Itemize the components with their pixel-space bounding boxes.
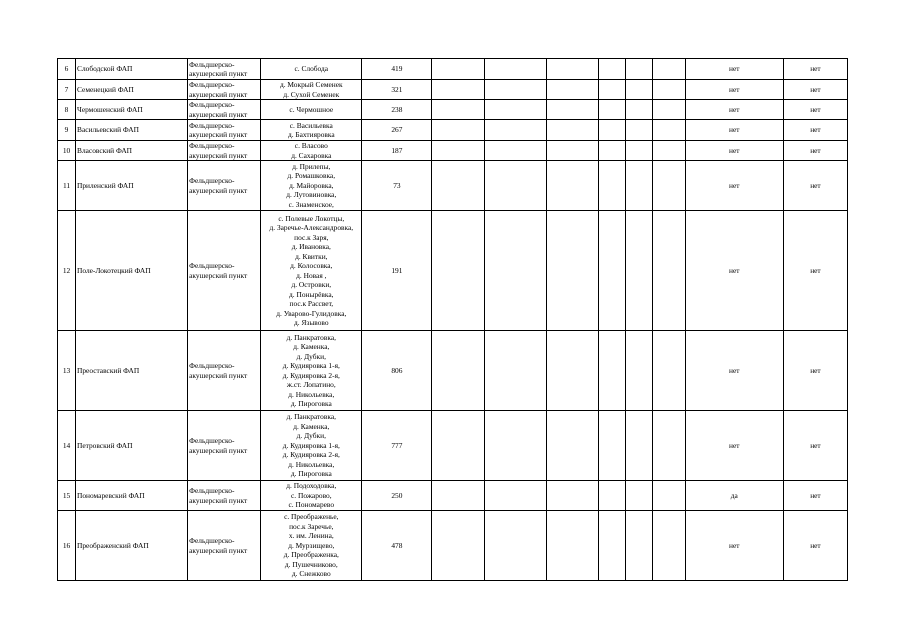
status-b: нет bbox=[783, 120, 847, 141]
facility-type: Фельдшерско-акушерский пункт bbox=[188, 100, 261, 120]
empty-cell bbox=[625, 141, 652, 161]
empty-cell bbox=[625, 331, 652, 411]
settlement-name: с. Власово bbox=[294, 141, 328, 150]
settlement-name: д. Язывово bbox=[294, 318, 329, 327]
settlements-cell bbox=[261, 80, 362, 100]
facility-type: Фельдшерско-акушерский пункт bbox=[188, 331, 261, 411]
row-number: 16 bbox=[58, 511, 76, 581]
settlement-name: д. Дубки, bbox=[296, 351, 326, 361]
empty-cell bbox=[484, 100, 546, 120]
fap-name: Приленский ФАП bbox=[76, 161, 188, 211]
fap-name: Петровский ФАП bbox=[76, 411, 188, 481]
empty-cell bbox=[484, 141, 546, 161]
settlement-name: д. Никольевка, bbox=[288, 459, 335, 469]
empty-cell bbox=[598, 120, 625, 141]
settlement-name: с. Слобода bbox=[294, 64, 329, 74]
settlements-cell bbox=[261, 331, 362, 411]
empty-cell bbox=[598, 80, 625, 100]
empty-cell bbox=[598, 161, 625, 211]
settlement-name: д. Понырёвка, bbox=[289, 289, 334, 299]
settlement-name: д. Мурзищево, bbox=[288, 540, 335, 550]
table-row bbox=[58, 120, 848, 141]
facility-type: Фельдшерско-акушерский пункт bbox=[188, 120, 261, 141]
table-row bbox=[58, 59, 848, 80]
status-a: нет bbox=[685, 141, 783, 161]
empty-cell bbox=[484, 211, 546, 331]
population-count: 191 bbox=[362, 211, 432, 331]
facility-type: Фельдшерско-акушерский пункт bbox=[188, 161, 261, 211]
population-count: 73 bbox=[362, 161, 432, 211]
empty-cell bbox=[598, 100, 625, 120]
row-number: 7 bbox=[58, 80, 76, 100]
table-row bbox=[58, 411, 848, 481]
empty-cell bbox=[546, 80, 598, 100]
empty-cell bbox=[625, 481, 652, 511]
empty-cell bbox=[546, 411, 598, 481]
empty-cell bbox=[652, 59, 685, 80]
row-number: 11 bbox=[58, 161, 76, 211]
settlement-name: д. Заречье-Александровка, bbox=[269, 223, 354, 232]
empty-cell bbox=[484, 481, 546, 511]
settlement-name: д. Кудияровка 2-я, bbox=[282, 370, 340, 380]
settlement-name: с. Васильевка bbox=[289, 120, 333, 130]
table-row bbox=[58, 481, 848, 511]
empty-cell bbox=[546, 141, 598, 161]
settlement-name: д. Никольевка, bbox=[288, 389, 335, 399]
empty-cell bbox=[484, 59, 546, 80]
table-row bbox=[58, 211, 848, 331]
empty-cell bbox=[652, 331, 685, 411]
table-row bbox=[58, 161, 848, 211]
settlement-name: д. Майоровка, bbox=[289, 180, 334, 190]
settlement-name: д. Прилепы, bbox=[292, 161, 331, 171]
status-a: нет bbox=[685, 511, 783, 581]
status-a: нет bbox=[685, 100, 783, 120]
row-number: 6 bbox=[58, 59, 76, 80]
status-b: нет bbox=[783, 481, 847, 511]
empty-cell bbox=[484, 80, 546, 100]
status-a: нет bbox=[685, 161, 783, 211]
status-b: нет bbox=[783, 511, 847, 581]
row-number: 15 bbox=[58, 481, 76, 511]
settlement-name: д. Островки, bbox=[291, 280, 332, 289]
facility-type: Фельдшерско-акушерский пункт bbox=[188, 211, 261, 331]
empty-cell bbox=[652, 411, 685, 481]
settlement-name: д. Пироговка bbox=[290, 469, 332, 479]
empty-cell bbox=[432, 331, 484, 411]
empty-cell bbox=[598, 141, 625, 161]
empty-cell bbox=[546, 100, 598, 120]
settlements-cell bbox=[261, 511, 362, 581]
empty-cell bbox=[598, 331, 625, 411]
empty-cell bbox=[598, 59, 625, 80]
settlement-name: д. Ромашковка, bbox=[287, 171, 336, 181]
empty-cell bbox=[652, 80, 685, 100]
facility-type: Фельдшерско-акушерский пункт bbox=[188, 59, 261, 80]
empty-cell bbox=[625, 80, 652, 100]
facility-type: Фельдшерско-акушерский пункт bbox=[188, 481, 261, 511]
empty-cell bbox=[625, 120, 652, 141]
settlement-name: д. Квитки, bbox=[295, 251, 328, 261]
settlements-cell bbox=[261, 161, 362, 211]
table-row bbox=[58, 80, 848, 100]
population-count: 419 bbox=[362, 59, 432, 80]
fap-name: Семенецкий ФАП bbox=[76, 80, 188, 100]
table-row bbox=[58, 511, 848, 581]
settlement-name: с. Знаменское, bbox=[288, 199, 334, 209]
empty-cell bbox=[484, 331, 546, 411]
facility-type: Фельдшерско-акушерский пункт bbox=[188, 411, 261, 481]
empty-cell bbox=[625, 211, 652, 331]
population-count: 321 bbox=[362, 80, 432, 100]
empty-cell bbox=[598, 481, 625, 511]
status-b: нет bbox=[783, 411, 847, 481]
empty-cell bbox=[652, 211, 685, 331]
empty-cell bbox=[484, 511, 546, 581]
empty-cell bbox=[652, 120, 685, 141]
fap-name: Васильевский ФАП bbox=[76, 120, 188, 141]
settlement-name: д. Кудияровка 1-я, bbox=[282, 440, 340, 450]
empty-cell bbox=[546, 511, 598, 581]
population-count: 806 bbox=[362, 331, 432, 411]
settlement-name: х. им. Ленина, bbox=[288, 531, 334, 541]
settlement-name: д. Кудияровка 1-я, bbox=[282, 361, 340, 370]
empty-cell bbox=[432, 141, 484, 161]
empty-cell bbox=[598, 211, 625, 331]
population-count: 478 bbox=[362, 511, 432, 581]
row-number: 9 bbox=[58, 120, 76, 141]
settlement-name: д. Новая , bbox=[296, 270, 327, 280]
fap-name: Слободской ФАП bbox=[76, 59, 188, 80]
settlement-name: д. Преображенка, bbox=[283, 550, 339, 560]
population-count: 777 bbox=[362, 411, 432, 481]
empty-cell bbox=[546, 481, 598, 511]
settlement-name: с. Чермошное bbox=[289, 104, 334, 114]
empty-cell bbox=[484, 161, 546, 211]
empty-cell bbox=[652, 511, 685, 581]
fap-name: Поле-Локотецкий ФАП bbox=[76, 211, 188, 331]
empty-cell bbox=[625, 411, 652, 481]
status-b: нет bbox=[783, 59, 847, 80]
empty-cell bbox=[432, 59, 484, 80]
status-b: нет bbox=[783, 141, 847, 161]
empty-cell bbox=[598, 511, 625, 581]
table-row bbox=[58, 331, 848, 411]
empty-cell bbox=[546, 120, 598, 141]
empty-cell bbox=[625, 59, 652, 80]
fap-name: Чермошенский ФАП bbox=[76, 100, 188, 120]
settlements-cell bbox=[261, 100, 362, 120]
row-number: 13 bbox=[58, 331, 76, 411]
settlements-cell bbox=[261, 411, 362, 481]
status-a: нет bbox=[685, 59, 783, 80]
settlement-name: с. Полевые Локотцы, bbox=[278, 213, 345, 223]
empty-cell bbox=[432, 120, 484, 141]
empty-cell bbox=[546, 59, 598, 80]
settlement-name: д. Дубки, bbox=[296, 431, 326, 441]
facility-type: Фельдшерско-акушерский пункт bbox=[188, 141, 261, 161]
fap-name: Власовский ФАП bbox=[76, 141, 188, 161]
status-b: нет bbox=[783, 211, 847, 331]
facility-type: Фельдшерско-акушерский пункт bbox=[188, 80, 261, 100]
settlements-cell bbox=[261, 120, 362, 141]
settlement-name: д. Кудияровка 2-я, bbox=[282, 450, 340, 460]
empty-cell bbox=[652, 141, 685, 161]
fap-name: Преоставский ФАП bbox=[76, 331, 188, 411]
empty-cell bbox=[432, 80, 484, 100]
empty-cell bbox=[652, 161, 685, 211]
settlements-cell bbox=[261, 211, 362, 331]
settlement-name: с. Преображенье, bbox=[284, 512, 339, 522]
status-a: нет bbox=[685, 411, 783, 481]
empty-cell bbox=[546, 211, 598, 331]
population-count: 267 bbox=[362, 120, 432, 141]
settlement-name: д. Пироговка bbox=[290, 399, 332, 408]
settlement-name: д. Лутовиновка, bbox=[286, 190, 337, 200]
population-count: 238 bbox=[362, 100, 432, 120]
empty-cell bbox=[484, 120, 546, 141]
empty-cell bbox=[432, 481, 484, 511]
settlement-name: с. Пономарево bbox=[288, 500, 335, 510]
facility-type: Фельдшерско-акушерский пункт bbox=[188, 511, 261, 581]
settlement-name: д. Каменка, bbox=[293, 421, 330, 431]
settlement-name: ж.ст. Лопатино, bbox=[286, 380, 336, 389]
settlement-name: д. Ивановка, bbox=[291, 242, 331, 251]
settlement-name: пос.к Заречье, bbox=[289, 521, 334, 531]
empty-cell bbox=[432, 161, 484, 211]
row-number: 14 bbox=[58, 411, 76, 481]
settlement-name: д. Панкратовка, bbox=[286, 412, 336, 422]
settlement-name: д. Снежково bbox=[291, 569, 331, 579]
empty-cell bbox=[432, 211, 484, 331]
settlement-name: с. Пожарово, bbox=[291, 490, 332, 500]
status-a: нет bbox=[685, 80, 783, 100]
settlement-name: д. Пушечниково, bbox=[284, 559, 338, 569]
settlements-cell bbox=[261, 141, 362, 161]
row-number: 10 bbox=[58, 141, 76, 161]
empty-cell bbox=[432, 100, 484, 120]
settlement-name: д. Каменка, bbox=[293, 342, 330, 351]
status-a: да bbox=[685, 481, 783, 511]
population-count: 187 bbox=[362, 141, 432, 161]
settlement-name: д. Подоходовка, bbox=[286, 481, 337, 491]
fap-table bbox=[57, 58, 848, 581]
row-number: 8 bbox=[58, 100, 76, 120]
settlements-cell bbox=[261, 59, 362, 80]
empty-cell bbox=[484, 411, 546, 481]
fap-name: Пономаревский ФАП bbox=[76, 481, 188, 511]
empty-cell bbox=[625, 511, 652, 581]
settlement-name: д. Уварово-Гулидовка, bbox=[276, 308, 347, 318]
empty-cell bbox=[625, 100, 652, 120]
status-a: нет bbox=[685, 120, 783, 141]
table-row bbox=[58, 100, 848, 120]
empty-cell bbox=[546, 331, 598, 411]
status-b: нет bbox=[783, 80, 847, 100]
status-b: нет bbox=[783, 100, 847, 120]
status-a: нет bbox=[685, 211, 783, 331]
settlement-name: д. Сахаровка bbox=[291, 150, 332, 160]
settlements-cell bbox=[261, 481, 362, 511]
empty-cell bbox=[598, 411, 625, 481]
settlement-name: д. Колосовка, bbox=[290, 261, 333, 270]
fap-name: Преображенский ФАП bbox=[76, 511, 188, 581]
status-b: нет bbox=[783, 161, 847, 211]
population-count: 250 bbox=[362, 481, 432, 511]
settlement-name: д. Сухой Семенек bbox=[283, 89, 340, 99]
empty-cell bbox=[432, 411, 484, 481]
settlement-name: пос.к Рассвет, bbox=[289, 299, 334, 308]
settlement-name: пос.к Заря, bbox=[294, 232, 329, 242]
settlement-name: д. Мокрый Семенек bbox=[279, 80, 343, 89]
status-a: нет bbox=[685, 331, 783, 411]
empty-cell bbox=[432, 511, 484, 581]
table-row bbox=[58, 141, 848, 161]
settlement-name: д. Панкратовка, bbox=[286, 332, 336, 342]
settlement-name: д. Бахтияровка bbox=[287, 130, 335, 139]
empty-cell bbox=[546, 161, 598, 211]
empty-cell bbox=[625, 161, 652, 211]
empty-cell bbox=[652, 100, 685, 120]
row-number: 12 bbox=[58, 211, 76, 331]
empty-cell bbox=[652, 481, 685, 511]
status-b: нет bbox=[783, 331, 847, 411]
